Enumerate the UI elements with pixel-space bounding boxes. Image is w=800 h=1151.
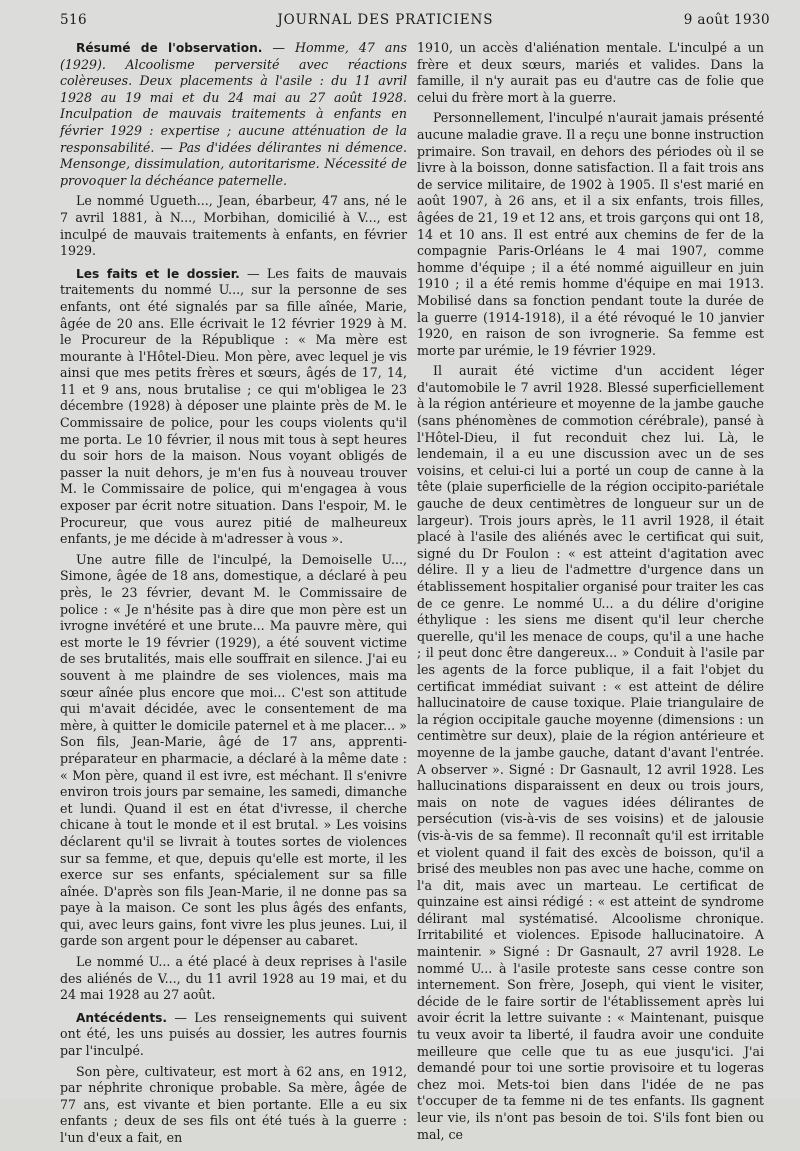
facts-title: Les faits et le dossier. [76,266,240,281]
personal-history-paragraph: Personnellement, l'inculpé n'aurait jamais présenté aucune maladie grave. Il a reçu une bonne instruction primaire. Son travail, en dehors des périodes où il se livre à la boisson, donne satisfaction. Il a fait trois ans de service militaire, de 1902 à 1905. Il s'est marié en août 1907, à 26 ans, et il a six enfants, trois filles, âgées de 21, 19 et 12 ans, et trois garçons qui ont 18, 14 et 10 ans. Il est entré aux chemins de fer de la compagnie Paris-Orléans le 4 mai 1907, comme homme d'équipe ; il a été nommé aiguilleur en juin 1910 ; il a été remis homme d'équipe en mai 1913. Mobilisé dans sa fonction pendant toute la durée de la guerre (1914-1918), il a été révoqué le 10 janvier 1920, en raison de son ivrognerie. Sa femme est morte par urémie, le 19 février 1929. [417,110,764,358]
text-columns [60,40,770,1151]
intro-paragraph: Le nommé Ugueth..., Jean, ébarbeur, 47 ans, né le 7 avril 1881, à N..., Morbihan, domicilié à V..., est inculpé de mauvais traitements à enfants, en février 1929. [60,193,407,259]
right-column [417,40,764,1151]
antecedents-title: Antécédents. [76,1010,168,1025]
facts-body: — Les faits de mauvais traitements du nommé U..., sur la personne de ses enfants, ont été signalés par sa fille aînée, Marie, âgée de 20 ans. Elle écrivait le 12 février 1929 à M. le Procureur de la République : « Ma mère est mourante à l'Hôtel-Dieu. Mon père, avec lequel je vis ainsi que mes petits frères et sœurs, âgés de 17, 14, 11 et 9 ans, nous brutalise ; ce qui m'obligea le 23 décembre (1928) à déposer une plainte près de M. le Commissaire de police, pour les coups violents qu'il me porta. Le 10 février, il nous mit tous à sept heures du soir hors de la maison. Nous voyant obligés de passer la nuit dehors, je m'en fus à nouveau trouver M. le Commissaire de police, qui m'engagea à vous exposer par écrit notre situation. Dans l'espoir, M. le Procureur, que vous aurez pitié de malheureux enfants, je me décide à m'adresser à vous ». [60,265,407,547]
page-number: 516 [60,12,87,28]
page-header [60,12,770,34]
summary-paragraph [60,40,407,189]
accident-paragraph: Il aurait été victime d'un accident léger d'automobile le 7 avril 1928. Blessé superficiellement à la région antérieure et moyenne de la jambe gauche (sans phénomènes de commotion cérébrale), pansé à l'Hôtel-Dieu, il fut reconduit chez lui. Là, le lendemain, il a eu une discussion avec un de ses voisins, et celui-ci lui a porté un coup de canne à la tête (plaie superficielle de la région occipito-pariétale gauche de deux centimètres de longueur sur un de largeur). Trois jours après, le 11 avril 1928, il était placé à l'asile des aliénés avec le certificat qui suit, signé du Dr Foulon : « est atteint d'agitation avec délire. Il y a lieu de l'admettre d'urgence dans un établissement hospitalier organisé pour traiter les cas de ce genre. Le nommé U... a du délire d'origine éthylique : les siens me disent qu'il leur cherche querelle, qu'il les menace de coups, qu'il a une hache ; il peut donc être dangereux... » Conduit à l'asile par les agents de la force publique, il a fait l'objet du certificat immédiat suivant : « est atteint de délire hallucinatoire de cause toxique. Plaie triangulaire de la région occipitale gauche moyenne (dimensions : un centimètre sur deux), plaie de la région antérieure et moyenne de la jambe gauche, datant d'avant l'entrée. A observer ». Signé : Dr Gasnault, 12 avril 1928. Les hallucinations disparaissent en deux ou trois jours, mais on note de vagues idées délirantes de persécution (vis-à-vis de ses voisins) et de jalousie (vis-à-vis de sa femme). Il reconnaît qu'il est irritable et violent quand il fait des excès de boisson, qu'il a brisé des meubles non pas avec une hache, comme on l'a dit, mais avec un marteau. Le certificat de quinzaine est ainsi rédigé : « est atteint de syndrome délirant mal systématisé. Alcoolisme chronique. Irritabilité et violences. Episode hallucinatoire. A maintenir. » Signé : Dr Gasnault, 27 avril 1928. Le nommé U... à l'asile proteste sans cesse contre son internement. Son frère, Joseph, qui vient le visiter, décide de le faire sortir de l'établissement après lui avoir écrit la lettre suivante : « Maintenant, puisque tu veux avoir ta liberté, il faudra avoir une conduite meilleure que celle que tu as eue jusqu'ici. J'ai demandé pour toi une sortie provisoire et tu logeras chez moi. Mets-toi bien dans l'idée de ne pas t'occuper de ta femme ni de tes enfants. Ils gagnent leur vie, ils n'ont pas besoin de toi. S'ils font bien ou mal, ce [417,363,764,1142]
summary-title: Résumé de l'observation. [76,41,263,55]
journal-title: JOURNAL DES PRATICIENS [277,12,494,28]
antecedents-paragraph [60,1010,407,1060]
placement-paragraph: Le nommé U... a été placé à deux reprises à l'asile des aliénés de V..., du 11 avril 1928 au 19 mai, et du 24 mai 1928 au 27 août. [60,954,407,1003]
issue-date: 9 août 1930 [683,12,770,28]
father-paragraph: Son père, cultivateur, est mort à 62 ans, en 1912, par néphrite chronique probable. Sa mère, âgée de 77 ans, est vivante et bien portante. Elle a eu six enfants ; deux de ses fils ont été tués à la guerre : l'un d'eux a fait, en [60,1063,407,1145]
summary-body: — Homme, 47 ans (1929). Alcoolisme perversité avec réactions colèreuses. Deux placements à l'asile : du 11 avril 1928 au 19 mai et du 24 mai au 27 août 1928. Inculpation de mauvais traitements à enfants en février 1929 : expertise ; aucune atténuation de la responsabilité. — Pas d'idées délirantes ni démence. Mensonge, dissimulation, autoritarisme. Nécessité de provoquer la déchéance paternelle. [60,40,407,188]
left-column [60,40,407,1151]
antecedents-body: — Les renseignements qui suivent ont été, les uns puisés au dossier, les autres fournis par l'inculpé. [60,1009,407,1059]
simone-paragraph: Une autre fille de l'inculpé, la Demoiselle U..., Simone, âgée de 18 ans, domestique, a déclaré à peu près, le 23 février, devant M. le Commissaire de police : « Je n'hésite pas à dire que mon père est un ivrogne invétéré et une brute... Ma pauvre mère, qui est morte le 19 février (1929), a été souvent victime de ses brutalités, mais elle souffrait en silence. J'ai eu souvent à me plaindre de ses violences, mais ma sœur aînée plus encore que moi... C'est son attitude qui m'avait décidée, avec le consentement de ma mère, à quitter le domicile paternel et à me placer... » Son fils, Jean-Marie, âgé de 17 ans, apprenti-préparateur en pharmacie, a déclaré à la même date : « Mon père, quand il est ivre, est méchant. Il s'enivre environ trois jours par semaine, les samedi, dimanche et lundi. Quand il est en état d'ivresse, il cherche chicane à tout le monde et il est brutal. » Les voisins déclarent qu'il se livrait à toutes sortes de violences sur sa femme, et que, depuis qu'elle est morte, il les exerce sur ses enfants, spécialement sur sa fille aînée. D'après son fils Jean-Marie, il ne donne pas sa paye à la maison. Ce sont les plus âgés des enfants, qui, avec leurs gains, font vivre les plus jeunes. Lui, il garde son argent pour le dépenser au cabaret. [60,551,407,949]
facts-paragraph [60,266,407,548]
family-paragraph: 1910, un accès d'aliénation mentale. L'inculpé a un frère et deux sœurs, mariés et valides. Dans la famille, il n'y aurait pas eu d'autre cas de folie que celui du frère mort à la guerre. [417,40,764,105]
